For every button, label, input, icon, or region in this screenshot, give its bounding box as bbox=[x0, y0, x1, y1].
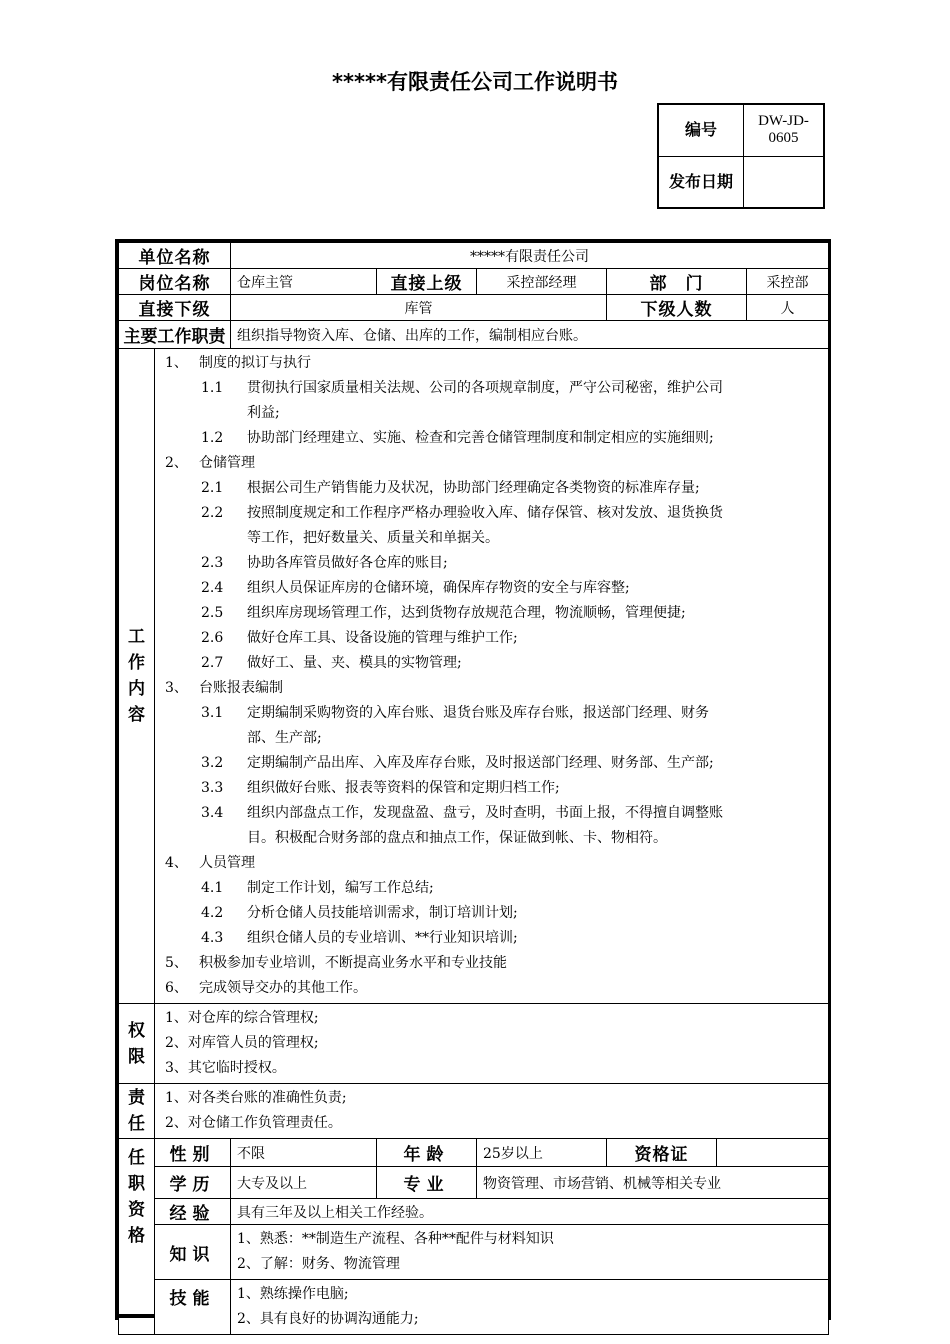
qualification-label: 任职资格 bbox=[119, 1139, 155, 1335]
responsibility-item: 2、对仓储工作负管理责任。 bbox=[165, 1115, 342, 1131]
work-item-number: 3.1 bbox=[201, 705, 224, 721]
work-content-item bbox=[161, 926, 822, 951]
certificate-label: 资格证 bbox=[607, 1139, 717, 1167]
knowledge-label: 知识 bbox=[155, 1225, 231, 1280]
knowledge-content bbox=[231, 1225, 829, 1280]
work-item-text: 人员管理 bbox=[199, 855, 255, 871]
authority-label: 权限 bbox=[119, 1004, 155, 1084]
work-item-text: 贯彻执行国家质量相关法规、公司的各项规章制度，严守公司秘密，维护公司 bbox=[247, 380, 723, 396]
unit-name-value: *****有限责任公司 bbox=[231, 243, 829, 269]
work-item-text: 组织内部盘点工作，发现盘盈、盘亏，及时查明，书面上报，不得擅自调整账 bbox=[247, 805, 723, 821]
position-name-value: 仓库主管 bbox=[231, 269, 377, 295]
work-item-number: 2.6 bbox=[201, 630, 224, 646]
main-duty-label: 主要工作职责 bbox=[119, 321, 231, 349]
work-item-number: 2.2 bbox=[201, 505, 224, 521]
code-value: DW-JD-0605 bbox=[744, 104, 825, 156]
skill-label: 技能 bbox=[155, 1280, 231, 1335]
subordinate-label: 直接下级 bbox=[119, 295, 231, 321]
job-description-table bbox=[118, 242, 829, 1335]
work-item-text: 组织人员保证库房的仓储环境，确保库存物资的安全与库容整; bbox=[247, 580, 630, 596]
superior-label: 直接上级 bbox=[377, 269, 477, 295]
work-item-text: 协助各库管员做好各仓库的账目; bbox=[247, 555, 448, 571]
work-content-item bbox=[161, 401, 822, 426]
work-content-item bbox=[161, 426, 822, 451]
work-item-text: 组织库房现场管理工作，达到货物存放规范合理，物流顺畅，管理便捷; bbox=[247, 605, 686, 621]
skill-item: 2、具有良好的协调沟通能力; bbox=[237, 1311, 419, 1327]
certificate-value bbox=[717, 1139, 829, 1167]
work-content-item bbox=[161, 876, 822, 901]
work-item-number: 2.7 bbox=[201, 655, 224, 671]
work-item-number: 2.4 bbox=[201, 580, 224, 596]
work-item-number: 3.4 bbox=[201, 805, 224, 821]
gender-value: 不限 bbox=[231, 1139, 377, 1167]
work-item-number: 6、 bbox=[165, 980, 188, 996]
document-code-box bbox=[657, 103, 825, 209]
work-content-item bbox=[161, 676, 822, 701]
work-content-item bbox=[161, 451, 822, 476]
work-content-item bbox=[161, 851, 822, 876]
subordinate-count-label: 下级人数 bbox=[607, 295, 747, 321]
work-item-text: 目。积极配合财务部的盘点和抽点工作，保证做到帐、卡、物相符。 bbox=[247, 830, 667, 846]
work-content-item bbox=[161, 826, 822, 851]
work-content-item bbox=[161, 726, 822, 751]
position-name-label: 岗位名称 bbox=[119, 269, 231, 295]
department-value: 采控部 bbox=[747, 269, 829, 295]
gender-label: 性别 bbox=[155, 1139, 231, 1167]
work-item-number: 4、 bbox=[165, 855, 188, 871]
work-content-item bbox=[161, 576, 822, 601]
work-content-item bbox=[161, 626, 822, 651]
responsibility-item: 1、对各类台账的准确性负责; bbox=[165, 1090, 347, 1106]
work-content-item bbox=[161, 976, 822, 1001]
experience-value: 具有三年及以上相关工作经验。 bbox=[231, 1199, 829, 1225]
department-label: 部 门 bbox=[607, 269, 747, 295]
work-content-item bbox=[161, 601, 822, 626]
work-item-number: 2.3 bbox=[201, 555, 224, 571]
education-value: 大专及以上 bbox=[231, 1167, 377, 1199]
subordinate-count-value: 人 bbox=[747, 295, 829, 321]
major-label: 专业 bbox=[377, 1167, 477, 1199]
work-item-text: 部、生产部; bbox=[247, 730, 322, 746]
bottom-edge-mark bbox=[118, 1314, 154, 1318]
authority-item: 3、其它临时授权。 bbox=[165, 1060, 286, 1076]
work-content-item bbox=[161, 551, 822, 576]
work-item-number: 3.3 bbox=[201, 780, 224, 796]
responsibility-content bbox=[155, 1084, 829, 1139]
work-content-item bbox=[161, 801, 822, 826]
work-item-number: 1、 bbox=[165, 355, 188, 371]
work-item-text: 台账报表编制 bbox=[199, 680, 283, 696]
work-item-text: 积极参加专业培训，不断提高业务水平和专业技能 bbox=[199, 955, 507, 971]
work-item-text: 利益; bbox=[247, 405, 280, 421]
work-content-item bbox=[161, 501, 822, 526]
work-item-text: 仓储管理 bbox=[199, 455, 255, 471]
skill-content bbox=[231, 1280, 829, 1335]
work-item-number: 2、 bbox=[165, 455, 188, 471]
work-item-text: 制度的拟订与执行 bbox=[199, 355, 311, 371]
age-label: 年龄 bbox=[377, 1139, 477, 1167]
work-item-text: 等工作，把好数量关、质量关和单据关。 bbox=[247, 530, 499, 546]
work-content-item bbox=[161, 701, 822, 726]
work-item-text: 协助部门经理建立、实施、检查和完善仓储管理制度和制定相应的实施细则; bbox=[247, 430, 714, 446]
work-content bbox=[155, 349, 829, 1004]
superior-value: 采控部经理 bbox=[477, 269, 607, 295]
work-item-number: 4.3 bbox=[201, 930, 224, 946]
release-date-value bbox=[744, 156, 825, 208]
release-date-label: 发布日期 bbox=[658, 156, 744, 208]
work-item-text: 定期编制采购物资的入库台账、退货台账及库存台账，报送部门经理、财务 bbox=[247, 705, 709, 721]
work-item-text: 组织仓储人员的专业培训、**行业知识培训; bbox=[247, 930, 518, 946]
work-content-item bbox=[161, 751, 822, 776]
work-item-text: 完成领导交办的其他工作。 bbox=[199, 980, 367, 996]
work-item-text: 做好仓库工具、设备设施的管理与维护工作; bbox=[247, 630, 518, 646]
work-item-number: 4.1 bbox=[201, 880, 224, 896]
education-label: 学历 bbox=[155, 1167, 231, 1199]
work-content-item bbox=[161, 651, 822, 676]
work-item-text: 分析仓储人员技能培训需求，制订培训计划; bbox=[247, 905, 518, 921]
work-content-item bbox=[161, 351, 822, 376]
knowledge-item: 2、了解：财务、物流管理 bbox=[237, 1256, 400, 1272]
responsibility-label: 责任 bbox=[119, 1084, 155, 1139]
work-item-number: 2.1 bbox=[201, 480, 224, 496]
work-item-number: 5、 bbox=[165, 955, 188, 971]
work-item-text: 定期编制产品出库、入库及库存台账，及时报送部门经理、财务部、生产部; bbox=[247, 755, 714, 771]
work-item-text: 按照制度规定和工作程序严格办理验收入库、储存保管、核对发放、退货换货 bbox=[247, 505, 723, 521]
work-item-number: 3、 bbox=[165, 680, 188, 696]
work-item-text: 做好工、量、夹、模具的实物管理; bbox=[247, 655, 462, 671]
work-content-item bbox=[161, 476, 822, 501]
work-content-item bbox=[161, 951, 822, 976]
code-label: 编号 bbox=[658, 104, 744, 156]
work-content-item bbox=[161, 376, 822, 401]
age-value: 25岁以上 bbox=[477, 1139, 607, 1167]
work-item-number: 3.2 bbox=[201, 755, 224, 771]
work-content-item bbox=[161, 526, 822, 551]
work-content-list bbox=[161, 351, 822, 1001]
work-content-item bbox=[161, 901, 822, 926]
work-content-item bbox=[161, 776, 822, 801]
work-item-number: 1.1 bbox=[201, 380, 224, 396]
document-title: *****有限责任公司工作说明书 bbox=[332, 70, 618, 94]
subordinate-value: 库管 bbox=[231, 295, 607, 321]
unit-name-label: 单位名称 bbox=[119, 243, 231, 269]
authority-item: 1、对仓库的综合管理权; bbox=[165, 1010, 319, 1026]
skill-item: 1、熟练操作电脑; bbox=[237, 1286, 349, 1302]
knowledge-item: 1、熟悉：**制造生产流程、各种**配件与材料知识 bbox=[237, 1231, 554, 1247]
work-item-text: 制定工作计划，编写工作总结; bbox=[247, 880, 434, 896]
work-item-text: 组织做好台账、报表等资料的保管和定期归档工作; bbox=[247, 780, 560, 796]
major-value: 物资管理、市场营销、机械等相关专业 bbox=[477, 1167, 829, 1199]
work-item-number: 2.5 bbox=[201, 605, 224, 621]
work-content-label: 工作内容 bbox=[119, 349, 155, 1004]
work-item-text: 根据公司生产销售能力及状况，协助部门经理确定各类物资的标准库存量; bbox=[247, 480, 700, 496]
authority-item: 2、对库管人员的管理权; bbox=[165, 1035, 319, 1051]
experience-label: 经验 bbox=[155, 1199, 231, 1225]
work-item-number: 4.2 bbox=[201, 905, 224, 921]
authority-content bbox=[155, 1004, 829, 1084]
main-duty-value: 组织指导物资入库、仓储、出库的工作，编制相应台账。 bbox=[231, 321, 829, 349]
work-item-number: 1.2 bbox=[201, 430, 224, 446]
